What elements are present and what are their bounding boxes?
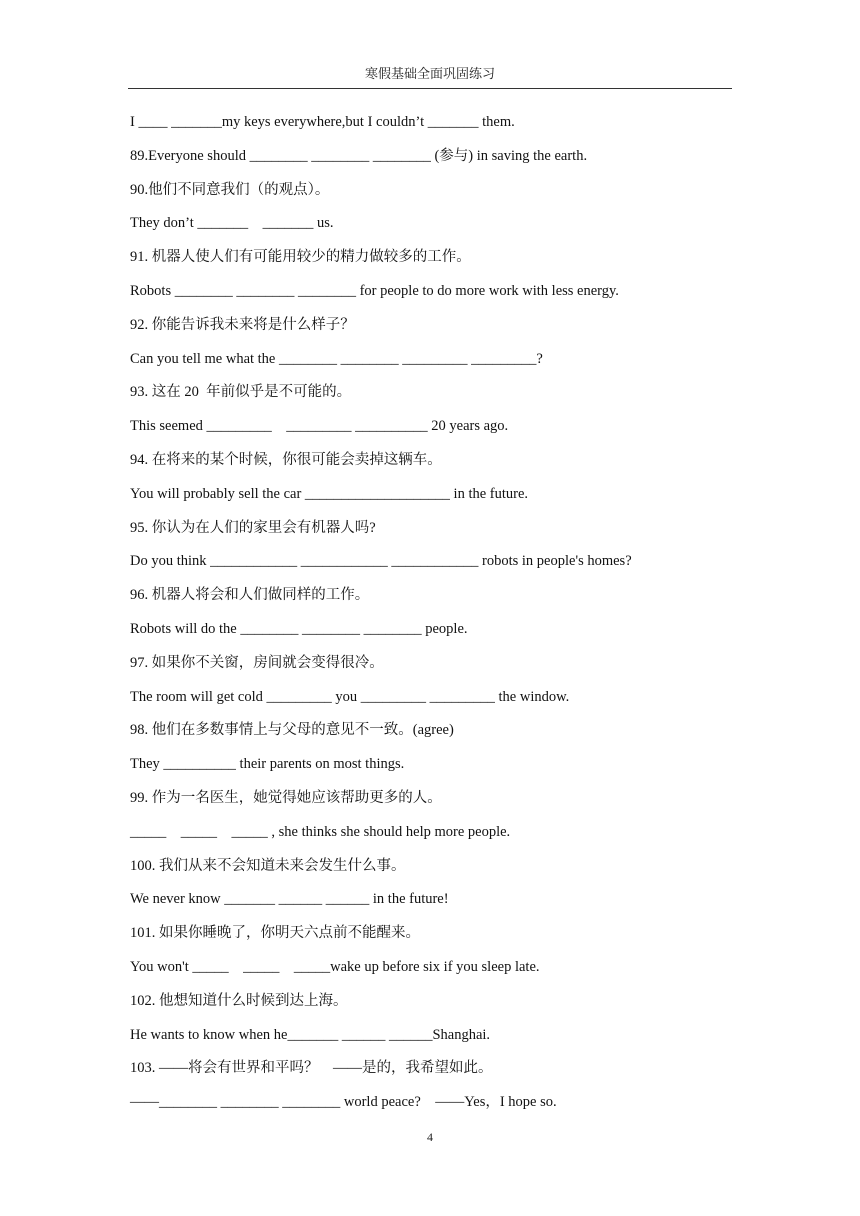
exercise-line: 103. ——将会有世界和平吗？ ——是的，我希望如此。 [130,1060,493,1077]
exercise-line: You won't _____ _____ _____wake up before six if you sleep late. [130,958,540,975]
exercise-line: 102. 他想知道什么时候到达上海。 [130,992,348,1009]
exercise-line: Robots ________ ________ ________ for people to do more work with less energy. [130,282,619,299]
exercise-line: We never know _______ ______ ______ in the future! [130,891,449,908]
exercise-lines [130,109,740,1123]
page-number: 4 [427,1130,433,1144]
exercise-line: Can you tell me what the ________ ________ _________ _________? [130,350,543,367]
exercise-line: 95. 你认为在人们的家里会有机器人吗? [130,519,376,536]
exercise-line: The room will get cold _________ you _________ _________ the window. [130,688,570,705]
page-header: 寒假基础全面巩固练习 [364,66,495,81]
exercise-line: 91. 机器人使人们有可能用较少的精力做较多的工作。 [130,249,471,266]
header-rule [128,88,732,89]
exercise-line: This seemed _________ _________ __________ 20 years ago. [130,418,509,435]
exercise-line: I ____ _______my keys everywhere,but I couldn’t _______ them. [130,114,515,130]
exercise-line: _____ _____ _____ , she thinks she should help more people. [130,823,511,840]
exercise-line: 96. 机器人将会和人们做同样的工作。 [130,587,370,604]
exercise-line: 92. 你能告诉我未来将是什么样子？ [130,316,355,333]
exercise-line: 93. 这在 20 年前似乎是不可能的。 [130,384,352,401]
exercise-line: They __________ their parents on most things. [130,756,405,773]
exercise-line: 89.Everyone should ________ ________ ________ (参与) in saving the earth. [130,147,588,164]
exercise-line: He wants to know when he_______ ______ ______Shanghai. [130,1026,491,1043]
exercise-line: Do you think ____________ ____________ ____________ robots in people's homes? [130,553,632,570]
exercise-line: 98. 他们在多数事情上与父母的意见不一致。(agree) [130,722,454,739]
exercise-line: 100. 我们从来不会知道未来会发生什么事。 [130,857,406,874]
exercise-line: They don’t _______ _______ us. [130,215,334,232]
exercise-line: You will probably sell the car ____________________ in the future. [130,485,529,502]
exercise-line: 97. 如果你不关窗，房间就会变得很冷。 [130,654,384,671]
exercise-line: 90.他们不同意我们（的观点）。 [130,181,330,198]
exercise-line: 99. 作为一名医生，她觉得她应该帮助更多的人。 [130,789,442,806]
exercise-line: 101. 如果你睡晚了，你明天六点前不能醒来。 [130,925,420,942]
exercise-line: ——________ ________ ________ world peace? ——Yes，I hope so. [130,1094,557,1111]
exercise-line: 94. 在将来的某个时候，你很可能会卖掉这辆车。 [130,451,442,468]
exercise-line: Robots will do the ________ ________ ________ people. [130,620,468,637]
